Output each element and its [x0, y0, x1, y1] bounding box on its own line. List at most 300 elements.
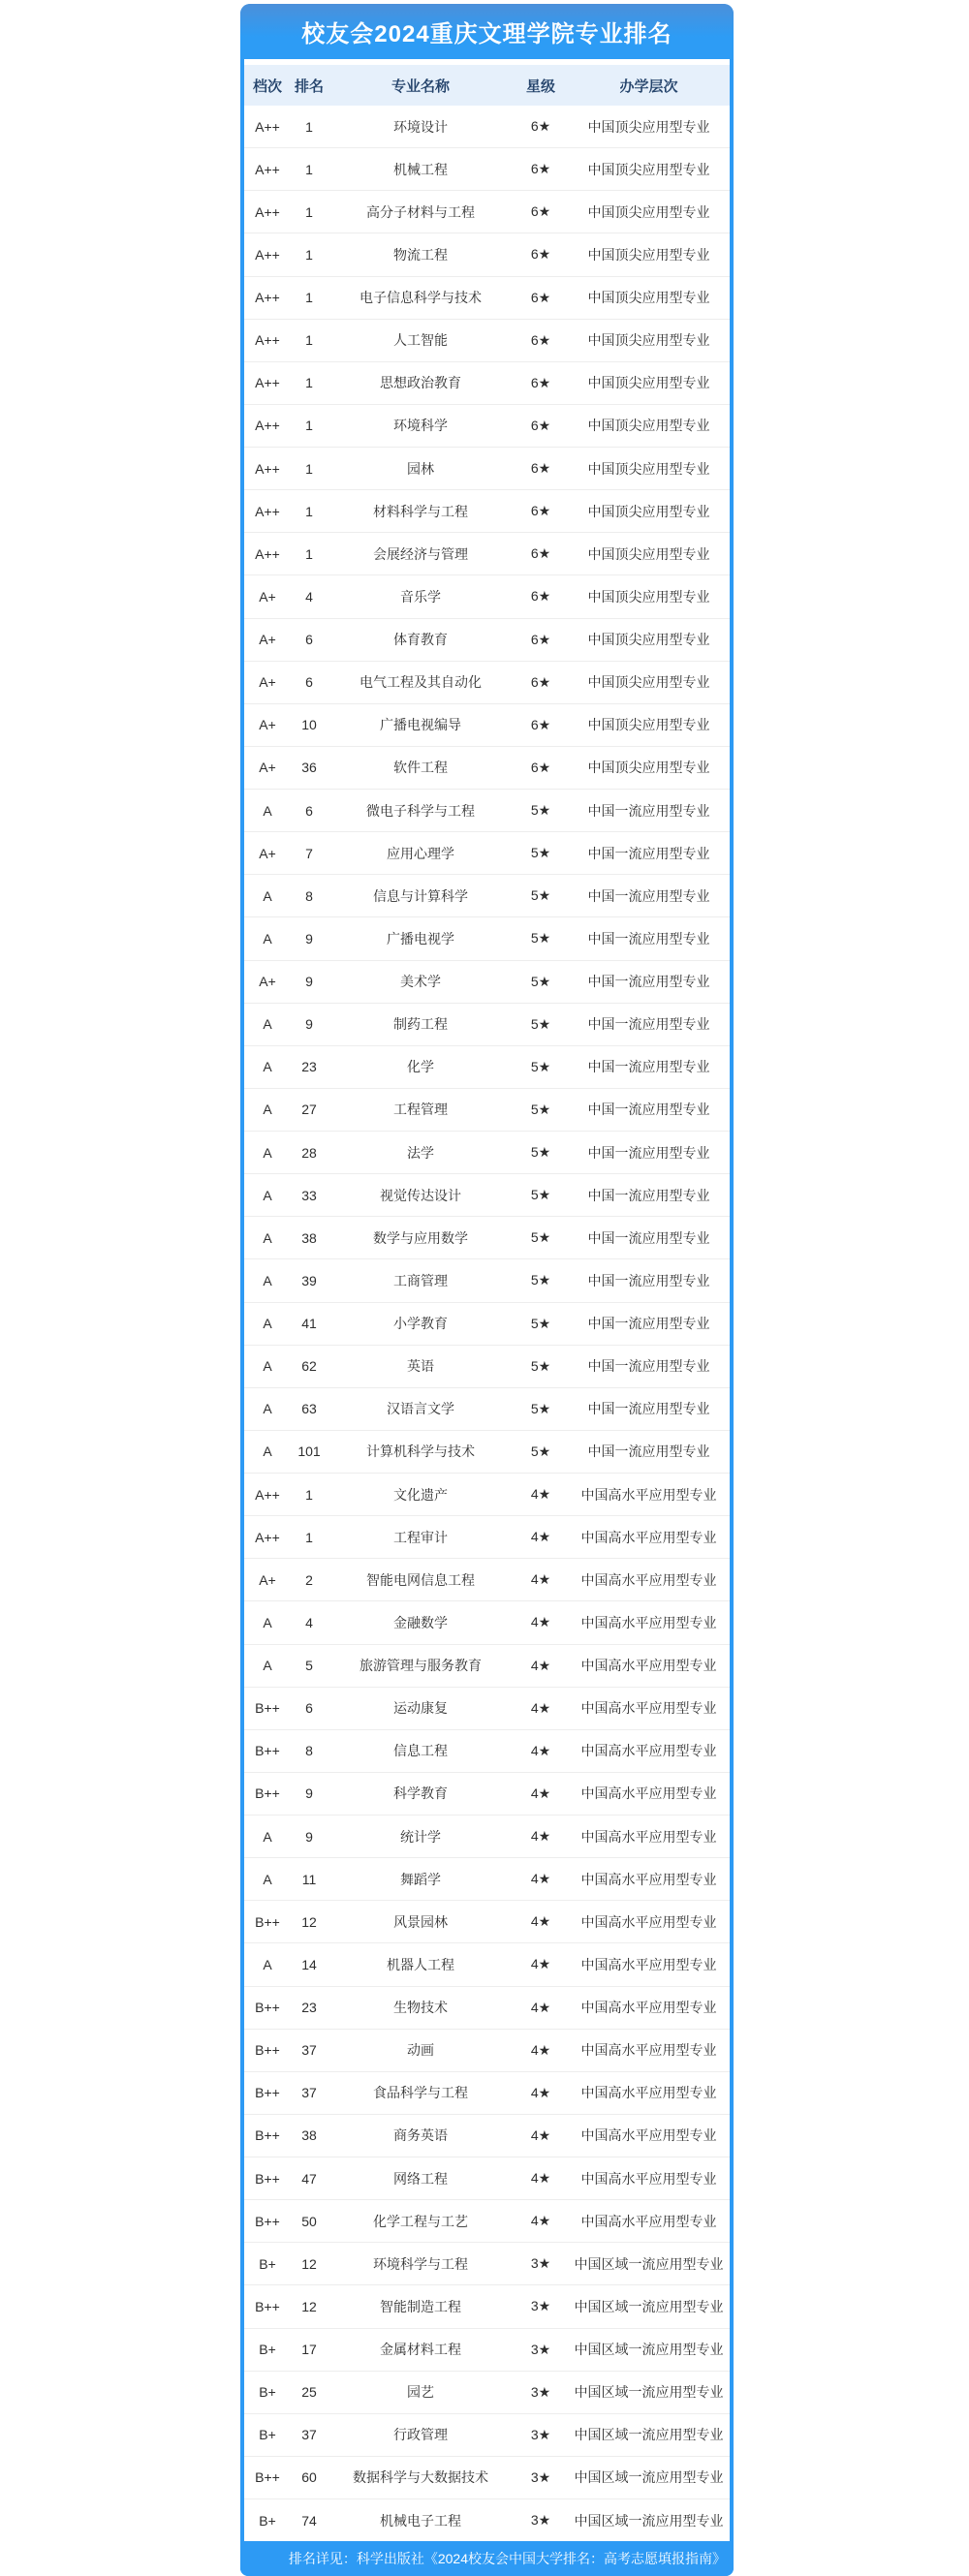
cell-stars: 4★ — [530, 1657, 551, 1673]
cell-major: 风景园林 — [393, 1913, 448, 1930]
cell-major: 化学工程与工艺 — [373, 2213, 468, 2229]
cell-level: 中国顶尖应用型专业 — [587, 588, 710, 605]
cell-grade: A+ — [259, 974, 276, 990]
cell-major: 信息工程 — [393, 1743, 448, 1759]
cell-stars: 4★ — [530, 1699, 551, 1716]
table-row — [244, 917, 730, 960]
cell-rank: 101 — [297, 1443, 321, 1460]
table-row — [244, 662, 730, 704]
table-row — [244, 619, 730, 662]
cell-stars: 4★ — [530, 2084, 551, 2100]
cell-stars: 5★ — [530, 930, 551, 947]
cell-stars: 4★ — [530, 1828, 551, 1845]
cell-major: 环境设计 — [393, 118, 448, 135]
table-row — [244, 533, 730, 575]
cell-rank: 1 — [305, 418, 313, 434]
cell-rank: 7 — [305, 845, 313, 861]
cell-stars: 6★ — [530, 716, 551, 732]
cell-grade: A+ — [259, 674, 276, 691]
cell-level: 中国一流应用型专业 — [587, 1443, 710, 1460]
cell-stars: 3★ — [530, 2298, 551, 2314]
cell-rank: 23 — [301, 2000, 317, 2016]
cell-grade: A++ — [255, 290, 280, 306]
cell-major: 园林 — [407, 460, 434, 477]
table-row — [244, 2372, 730, 2414]
table-row — [244, 1004, 730, 1046]
cell-stars: 4★ — [530, 1913, 551, 1930]
table-row — [244, 832, 730, 875]
cell-stars: 3★ — [530, 2426, 551, 2442]
cell-stars: 5★ — [530, 1058, 551, 1074]
cell-rank: 12 — [301, 2298, 317, 2314]
cell-grade: A++ — [255, 161, 280, 177]
cell-rank: 25 — [301, 2384, 317, 2401]
table-row — [244, 1217, 730, 1259]
cell-rank: 6 — [305, 802, 313, 819]
cell-major: 智能电网信息工程 — [366, 1571, 475, 1588]
cell-level: 中国一流应用型专业 — [587, 1316, 710, 1332]
cell-rank: 1 — [305, 1529, 313, 1545]
cell-rank: 37 — [301, 2085, 317, 2101]
cell-stars: 4★ — [530, 1614, 551, 1630]
cell-rank: 1 — [305, 503, 313, 519]
table-row — [244, 2072, 730, 2115]
cell-level: 中国高水平应用型专业 — [580, 1828, 717, 1845]
cell-level: 中国顶尖应用型专业 — [587, 290, 710, 306]
cell-grade: A++ — [255, 246, 280, 263]
cell-level: 中国一流应用型专业 — [587, 974, 710, 990]
cell-major: 运动康复 — [393, 1700, 448, 1717]
cell-rank: 9 — [305, 930, 313, 947]
cell-rank: 4 — [305, 1614, 313, 1630]
cell-grade: B++ — [255, 2298, 280, 2314]
cell-grade: A++ — [255, 332, 280, 349]
table-row — [244, 233, 730, 276]
cell-rank: 8 — [305, 1743, 313, 1759]
cell-level: 中国高水平应用型专业 — [580, 1743, 717, 1759]
cell-level: 中国顶尖应用型专业 — [587, 760, 710, 776]
cell-major: 商务英语 — [393, 2127, 448, 2144]
cell-grade: A+ — [259, 588, 276, 605]
table-row — [244, 1688, 730, 1730]
cell-stars: 5★ — [530, 1229, 551, 1246]
cell-grade: B+ — [259, 2384, 276, 2401]
table-row — [244, 747, 730, 790]
table-row — [244, 1089, 730, 1132]
cell-rank: 23 — [301, 1059, 317, 1075]
cell-rank: 1 — [305, 290, 313, 306]
cell-major: 食品科学与工程 — [373, 2085, 468, 2101]
cell-stars: 5★ — [530, 1187, 551, 1203]
footer-note: 排名详见：科学出版社《2024校友会中国大学排名：高考志愿填报指南》 — [288, 2551, 726, 2566]
cell-major: 高分子材料与工程 — [366, 203, 475, 220]
table-row — [244, 575, 730, 618]
table-container — [244, 59, 730, 2541]
cell-level: 中国高水平应用型专业 — [580, 1913, 717, 1930]
table-row — [244, 148, 730, 191]
cell-grade: B++ — [255, 2127, 280, 2144]
cell-grade: B+ — [259, 2342, 276, 2358]
cell-level: 中国一流应用型专业 — [587, 1059, 710, 1075]
table-row — [244, 2157, 730, 2200]
title-bar — [240, 4, 734, 59]
cell-grade: A — [263, 1828, 272, 1845]
cell-major: 电子信息科学与技术 — [359, 290, 482, 306]
cell-major: 网络工程 — [393, 2170, 448, 2187]
table-row — [244, 1816, 730, 1858]
cell-major: 园艺 — [407, 2384, 434, 2401]
cell-major: 机器人工程 — [387, 1956, 454, 1972]
cell-grade: A+ — [259, 760, 276, 776]
cell-stars: 5★ — [530, 802, 551, 819]
cell-grade: A — [263, 1956, 272, 1972]
cell-stars: 5★ — [530, 973, 551, 989]
cell-stars: 4★ — [530, 1529, 551, 1545]
cell-level: 中国一流应用型专业 — [587, 1272, 710, 1288]
cell-level: 中国一流应用型专业 — [587, 887, 710, 904]
cell-major: 广播电视编导 — [380, 717, 461, 733]
cell-rank: 1 — [305, 545, 313, 562]
cell-major: 数据科学与大数据技术 — [353, 2469, 488, 2486]
table-row — [244, 704, 730, 747]
cell-level: 中国区域一流应用型专业 — [574, 2512, 724, 2529]
table-row — [244, 362, 730, 405]
cell-major: 视觉传达设计 — [380, 1187, 461, 1203]
cell-level: 中国区域一流应用型专业 — [574, 2342, 724, 2358]
cell-major: 软件工程 — [393, 760, 448, 776]
table-row — [244, 1858, 730, 1901]
cell-major: 工商管理 — [393, 1272, 448, 1288]
cell-level: 中国顶尖应用型专业 — [587, 632, 710, 648]
cell-major: 制药工程 — [393, 1016, 448, 1033]
cell-grade: A++ — [255, 460, 280, 477]
table-row — [244, 2499, 730, 2541]
cell-grade: A — [263, 1059, 272, 1075]
cell-level: 中国区域一流应用型专业 — [574, 2427, 724, 2443]
table-row — [244, 448, 730, 490]
cell-major: 机械电子工程 — [380, 2512, 461, 2529]
cell-level: 中国一流应用型专业 — [587, 1144, 710, 1161]
cell-level: 中国顶尖应用型专业 — [587, 674, 710, 691]
cell-stars: 6★ — [530, 631, 551, 647]
table-row — [244, 277, 730, 320]
table-body — [244, 106, 730, 2541]
table-row — [244, 1303, 730, 1346]
table-row — [244, 1601, 730, 1644]
cell-level: 中国高水平应用型专业 — [580, 1871, 717, 1887]
cell-rank: 33 — [301, 1187, 317, 1203]
cell-grade: A — [263, 1401, 272, 1417]
cell-major: 机械工程 — [393, 161, 448, 177]
cell-rank: 1 — [305, 460, 313, 477]
cell-major: 生物技术 — [393, 2000, 448, 2016]
cell-stars: 4★ — [530, 1486, 551, 1503]
cell-rank: 4 — [305, 588, 313, 605]
column-header-major: 专业名称 — [391, 78, 450, 95]
cell-level: 中国一流应用型专业 — [587, 845, 710, 861]
cell-level: 中国一流应用型专业 — [587, 1187, 710, 1203]
cell-grade: B++ — [255, 2469, 280, 2486]
cell-grade: A — [263, 1316, 272, 1332]
cell-grade: B++ — [255, 2085, 280, 2101]
cell-stars: 6★ — [530, 246, 551, 263]
cell-stars: 6★ — [530, 759, 551, 775]
cell-rank: 38 — [301, 2127, 317, 2144]
table-row — [244, 1987, 730, 2030]
cell-grade: B++ — [255, 1700, 280, 1717]
table-row — [244, 405, 730, 448]
cell-level: 中国高水平应用型专业 — [580, 1571, 717, 1588]
cell-major: 统计学 — [400, 1828, 441, 1845]
cell-stars: 5★ — [530, 1443, 551, 1459]
cell-major: 旅游管理与服务教育 — [359, 1658, 482, 1674]
cell-stars: 5★ — [530, 1015, 551, 1032]
cell-grade: A++ — [255, 118, 280, 135]
column-header-level: 办学层次 — [619, 78, 678, 95]
table-row — [244, 875, 730, 917]
cell-stars: 3★ — [530, 2468, 551, 2485]
cell-major: 文化遗产 — [393, 1486, 448, 1503]
cell-major: 舞蹈学 — [400, 1871, 441, 1887]
cell-rank: 39 — [301, 1272, 317, 1288]
cell-level: 中国高水平应用型专业 — [580, 1486, 717, 1503]
cell-rank: 6 — [305, 632, 313, 648]
table-row — [244, 790, 730, 832]
cell-level: 中国高水平应用型专业 — [580, 2213, 717, 2229]
cell-level: 中国一流应用型专业 — [587, 1401, 710, 1417]
cell-grade: B+ — [259, 2427, 276, 2443]
cell-level: 中国顶尖应用型专业 — [587, 717, 710, 733]
table-row — [244, 2414, 730, 2457]
cell-stars: 4★ — [530, 1956, 551, 1972]
cell-grade: B++ — [255, 2170, 280, 2187]
cell-grade: B++ — [255, 2213, 280, 2229]
cell-major: 汉语言文学 — [387, 1401, 454, 1417]
cell-rank: 74 — [301, 2512, 317, 2529]
cell-rank: 12 — [301, 1913, 317, 1930]
table-row — [244, 1730, 730, 1773]
cell-major: 人工智能 — [393, 332, 448, 349]
cell-level: 中国高水平应用型专业 — [580, 1785, 717, 1802]
cell-stars: 6★ — [530, 161, 551, 177]
cell-rank: 41 — [301, 1316, 317, 1332]
cell-level: 中国一流应用型专业 — [587, 1358, 710, 1375]
cell-major: 美术学 — [400, 974, 441, 990]
table-row — [244, 191, 730, 233]
cell-major: 会展经济与管理 — [373, 545, 468, 562]
cell-stars: 3★ — [530, 2255, 551, 2272]
footer-bar — [240, 2541, 734, 2576]
table-header-row — [244, 65, 730, 106]
cell-grade: A — [263, 1358, 272, 1375]
table-row — [244, 1388, 730, 1431]
cell-major: 体育教育 — [393, 632, 448, 648]
cell-major: 动画 — [407, 2042, 434, 2059]
cell-level: 中国顶尖应用型专业 — [587, 203, 710, 220]
cell-grade: A — [263, 1016, 272, 1033]
cell-major: 工程管理 — [393, 1102, 448, 1118]
cell-level: 中国区域一流应用型专业 — [574, 2298, 724, 2314]
cell-rank: 50 — [301, 2213, 317, 2229]
cell-grade: A — [263, 1187, 272, 1203]
cell-major: 计算机科学与技术 — [366, 1443, 475, 1460]
table-row — [244, 2329, 730, 2372]
cell-major: 行政管理 — [393, 2427, 448, 2443]
cell-rank: 9 — [305, 1016, 313, 1033]
table-row — [244, 2243, 730, 2285]
cell-rank: 6 — [305, 1700, 313, 1717]
cell-major: 应用心理学 — [387, 845, 454, 861]
cell-level: 中国高水平应用型专业 — [580, 2085, 717, 2101]
cell-stars: 5★ — [530, 1357, 551, 1374]
cell-level: 中国顶尖应用型专业 — [587, 503, 710, 519]
cell-rank: 37 — [301, 2427, 317, 2443]
cell-stars: 4★ — [530, 1871, 551, 1887]
cell-grade: A++ — [255, 545, 280, 562]
table-row — [244, 1132, 730, 1174]
cell-rank: 9 — [305, 1785, 313, 1802]
cell-grade: A — [263, 887, 272, 904]
cell-grade: A++ — [255, 375, 280, 391]
cell-stars: 4★ — [530, 1785, 551, 1801]
cell-major: 智能制造工程 — [380, 2298, 461, 2314]
cell-level: 中国高水平应用型专业 — [580, 1658, 717, 1674]
cell-level: 中国顶尖应用型专业 — [587, 375, 710, 391]
cell-rank: 36 — [301, 760, 317, 776]
page-title: 校友会2024重庆文理学院专业排名 — [301, 21, 672, 47]
cell-stars: 3★ — [530, 2383, 551, 2400]
cell-stars: 4★ — [530, 1742, 551, 1758]
table-row — [244, 2457, 730, 2499]
cell-level: 中国一流应用型专业 — [587, 930, 710, 947]
cell-grade: A — [263, 1658, 272, 1674]
cell-rank: 37 — [301, 2042, 317, 2059]
cell-major: 化学 — [407, 1059, 434, 1075]
cell-major: 信息与计算科学 — [373, 887, 468, 904]
cell-stars: 4★ — [530, 2126, 551, 2143]
cell-grade: B+ — [259, 2512, 276, 2529]
cell-grade: A+ — [259, 632, 276, 648]
cell-level: 中国一流应用型专业 — [587, 1102, 710, 1118]
cell-level: 中国高水平应用型专业 — [580, 2000, 717, 2016]
cell-stars: 5★ — [530, 1400, 551, 1416]
cell-level: 中国高水平应用型专业 — [580, 1614, 717, 1630]
cell-level: 中国顶尖应用型专业 — [587, 161, 710, 177]
cell-major: 科学教育 — [393, 1785, 448, 1802]
cell-stars: 3★ — [530, 2512, 551, 2529]
table-row — [244, 2115, 730, 2157]
cell-major: 环境科学与工程 — [373, 2255, 468, 2272]
cell-grade: A++ — [255, 203, 280, 220]
cell-rank: 1 — [305, 332, 313, 349]
cell-rank: 27 — [301, 1102, 317, 1118]
table-row — [244, 2200, 730, 2243]
cell-grade: B++ — [255, 2000, 280, 2016]
cell-level: 中国区域一流应用型专业 — [574, 2469, 724, 2486]
cell-stars: 6★ — [530, 545, 551, 562]
cell-rank: 63 — [301, 1401, 317, 1417]
table-row — [244, 1559, 730, 1601]
cell-major: 环境科学 — [393, 418, 448, 434]
cell-stars: 6★ — [530, 203, 551, 220]
cell-rank: 10 — [301, 717, 317, 733]
cell-level: 中国高水平应用型专业 — [580, 2170, 717, 2187]
cell-stars: 6★ — [530, 503, 551, 519]
cell-level: 中国区域一流应用型专业 — [574, 2384, 724, 2401]
cell-level: 中国顶尖应用型专业 — [587, 418, 710, 434]
cell-major: 音乐学 — [400, 588, 441, 605]
cell-major: 材料科学与工程 — [373, 503, 468, 519]
cell-rank: 9 — [305, 1828, 313, 1845]
table-row — [244, 1901, 730, 1943]
table-row — [244, 1431, 730, 1474]
cell-major: 物流工程 — [393, 246, 448, 263]
cell-stars: 6★ — [530, 588, 551, 605]
cell-level: 中国顶尖应用型专业 — [587, 545, 710, 562]
cell-grade: A — [263, 930, 272, 947]
cell-level: 中国顶尖应用型专业 — [587, 118, 710, 135]
cell-stars: 5★ — [530, 845, 551, 861]
cell-grade: A+ — [259, 1571, 276, 1588]
cell-major: 小学教育 — [393, 1316, 448, 1332]
cell-level: 中国顶尖应用型专业 — [587, 460, 710, 477]
table-row — [244, 1773, 730, 1816]
cell-level: 中国高水平应用型专业 — [580, 1529, 717, 1545]
cell-stars: 5★ — [530, 1101, 551, 1117]
cell-major: 金融数学 — [393, 1614, 448, 1630]
cell-grade: A+ — [259, 717, 276, 733]
cell-stars: 5★ — [530, 887, 551, 904]
cell-rank: 17 — [301, 2342, 317, 2358]
ranking-card — [240, 4, 734, 2576]
table-row — [244, 1174, 730, 1217]
cell-rank: 14 — [301, 1956, 317, 1972]
cell-grade: A++ — [255, 1529, 280, 1545]
cell-rank: 1 — [305, 1486, 313, 1503]
cell-rank: 9 — [305, 974, 313, 990]
cell-stars: 4★ — [530, 2213, 551, 2229]
cell-stars: 5★ — [530, 1144, 551, 1161]
cell-level: 中国高水平应用型专业 — [580, 1956, 717, 1972]
cell-grade: B+ — [259, 2255, 276, 2272]
cell-stars: 4★ — [530, 2170, 551, 2187]
cell-grade: A — [263, 1443, 272, 1460]
cell-grade: A — [263, 1229, 272, 1246]
cell-stars: 5★ — [530, 1272, 551, 1288]
table-row — [244, 1259, 730, 1302]
table-row — [244, 1474, 730, 1516]
cell-rank: 38 — [301, 1229, 317, 1246]
cell-stars: 5★ — [530, 1315, 551, 1331]
cell-grade: B++ — [255, 1913, 280, 1930]
cell-stars: 6★ — [530, 374, 551, 390]
cell-rank: 8 — [305, 887, 313, 904]
cell-major: 电气工程及其自动化 — [359, 674, 482, 691]
cell-grade: A+ — [259, 845, 276, 861]
cell-stars: 6★ — [530, 460, 551, 477]
column-header-stars: 星级 — [525, 78, 555, 95]
table-row — [244, 1046, 730, 1089]
table-row — [244, 2030, 730, 2072]
cell-level: 中国高水平应用型专业 — [580, 2127, 717, 2144]
cell-stars: 4★ — [530, 2041, 551, 2058]
cell-grade: A — [263, 1614, 272, 1630]
cell-major: 英语 — [407, 1358, 434, 1375]
table-row — [244, 106, 730, 148]
cell-grade: B++ — [255, 2042, 280, 2059]
table-row — [244, 490, 730, 533]
cell-rank: 5 — [305, 1658, 313, 1674]
